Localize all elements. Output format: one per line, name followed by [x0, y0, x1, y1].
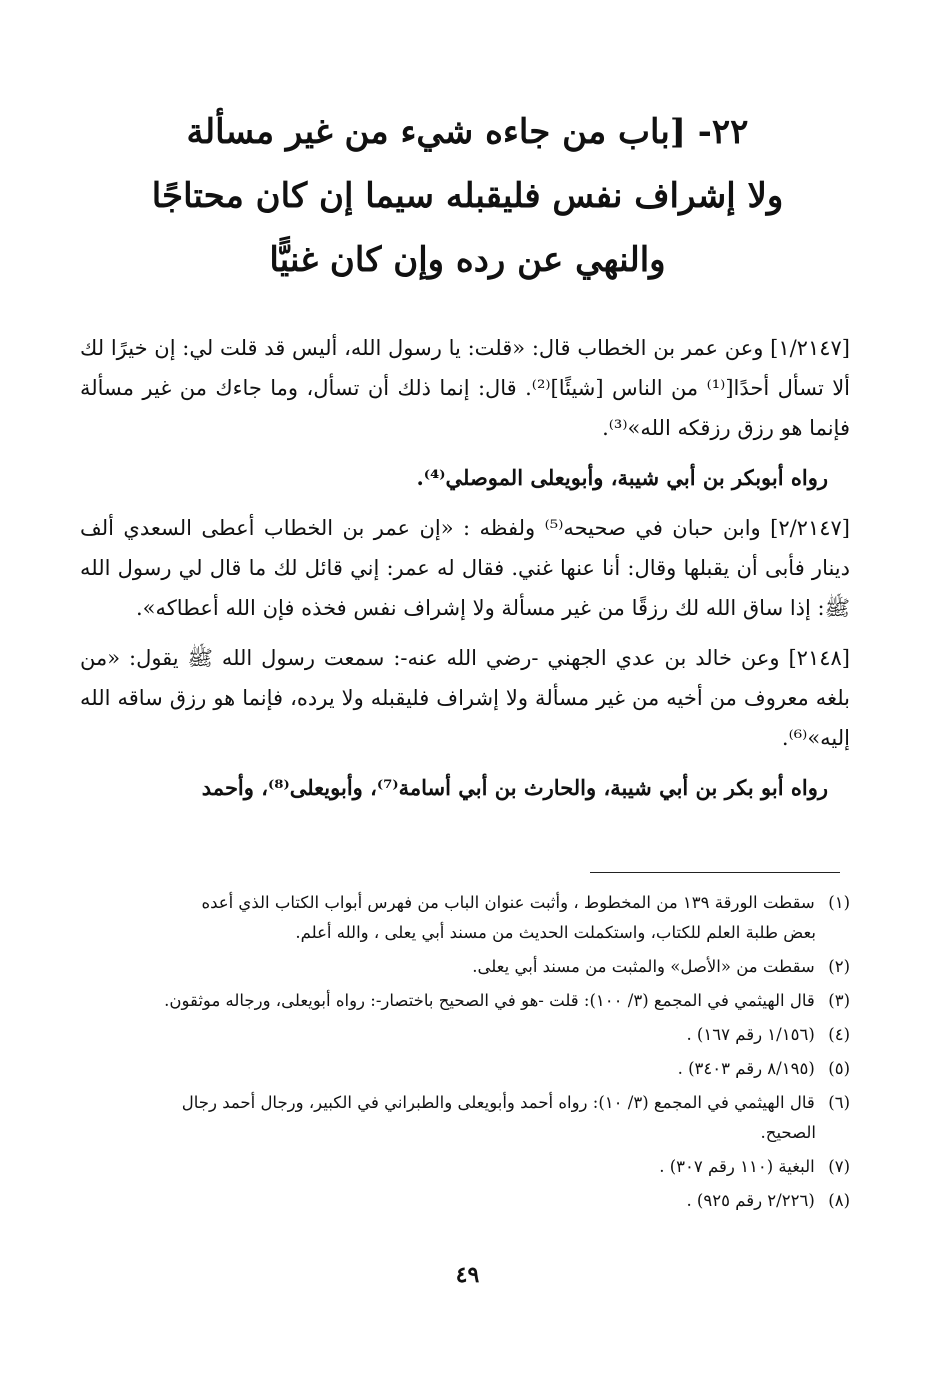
footnote-text: البغية (١١٠ رقم ٣٠٧) . [659, 1157, 815, 1176]
footnote-text: قال الهيثمي في المجمع (٣/ ١٠٠): قلت -هو في الصحيح باختصار-: رواه أبويعلى، ورجاله موثقون. [164, 991, 815, 1010]
footnote-text: سقطت الورقة ١٣٩ من المخطوط ، وأثبت عنوان الباب من فهرس أبواب الكتاب الذي أعده [201, 893, 815, 912]
hadith-paragraph-2148: [٢١٤٨] وعن خالد بن عدي الجهني -رضي الله عنه-: سمعت رسول الله ﷺ يقول: «من بلغه معروف من أخيه من غير مسألة ولا إشراف فليقبله ولا يرده، فإنما هو رزق ساقه الله إليه»⁽⁶⁾. [80, 646, 850, 750]
footnote-separator [590, 872, 840, 873]
chapter-title [130, 100, 805, 292]
chapter-title-line-1: ٢٢- [باب من جاءه شيء من غير مسألة [186, 112, 749, 152]
footnote [80, 952, 850, 982]
footnote [80, 986, 850, 1016]
footnote-text: سقطت من «الأصل» والمثبت من مسند أبي يعلى. [472, 957, 815, 976]
footnote [80, 1054, 850, 1084]
footnote-number: (٥) [828, 1059, 850, 1078]
narration-attribution: رواه أبوبكر بن أبي شيبة، وأبويعلى الموصلي⁽⁴⁾. [416, 465, 828, 490]
footnote-number: (٢) [828, 957, 850, 976]
footnote-number: (٤) [828, 1025, 850, 1044]
hadith-paragraph-2147-1: [١/٢١٤٧] وعن عمر بن الخطاب قال: «قلت: يا رسول الله، أليس قد قلت لي: إن خيرًا لك ألا تسأل أحدًا[⁽¹⁾ من الناس [شيئًا]⁽²⁾. قال: إنما ذلك أن تسأل، وما جاءك من غير مسألة فإنما هو رزق رزقكه الله»⁽³⁾. [80, 336, 850, 440]
footnote-text: (٨/١٩٥ رقم ٣٤٠٣) . [677, 1059, 815, 1078]
footnote [80, 1088, 850, 1148]
main-text [80, 328, 850, 818]
page-number: ٤٩ [455, 1262, 480, 1288]
footnote [80, 1020, 850, 1050]
footnote-text: (٢/٢٢٦ رقم ٩٢٥) . [686, 1191, 815, 1210]
footnotes [80, 888, 850, 1220]
footnote-number: (٦) [828, 1093, 850, 1112]
footnote-text: قال الهيثمي في المجمع (٣/ ١٠): رواه أحمد وأبويعلى والطبراني في الكبير، ورجال أحمد رجال [181, 1093, 815, 1112]
footnote-text-continuation: بعض طلبة العلم للكتاب، واستكملت الحديث من مسند أبي يعلى ، والله أعلم. [295, 923, 816, 942]
footnote-number: (٨) [828, 1191, 850, 1210]
hadith-paragraph-2147-2: [٢/٢١٤٧] وابن حبان في صحيحه⁽⁵⁾ ولفظه : «إن عمر بن الخطاب أعطى السعدي ألف دينار فأبى أن يقبلها وقال: أنا عنها غني. فقال له عمر: إني قائل لك ما قال لي رسول الله ﷺ: إذا ساق الله لك رزقًا من غير مسألة ولا إشراف نفس فخذه فإن الله أعطاكه». [80, 516, 850, 620]
footnote-number: (٣) [828, 991, 850, 1010]
chapter-title-line-2: ولا إشراف نفس فليقبله سيما إن كان محتاجًا [151, 176, 784, 216]
footnote-number: (٧) [828, 1157, 850, 1176]
chapter-title-line-3: والنهي عن رده وإن كان غنيًّا [269, 240, 666, 280]
footnote-number: (١) [828, 893, 850, 912]
footnote [80, 1186, 850, 1216]
footnote-text: (١/١٥٦ رقم ١٦٧) . [686, 1025, 815, 1044]
footnote [80, 888, 850, 948]
footnote [80, 1152, 850, 1182]
narration-attribution-2: رواه أبو بكر بن أبي شيبة، والحارث بن أبي أسامة⁽⁷⁾، وأبويعلى⁽⁸⁾، وأحمد [201, 775, 828, 800]
footnote-text-continuation: الصحيح. [760, 1123, 816, 1142]
